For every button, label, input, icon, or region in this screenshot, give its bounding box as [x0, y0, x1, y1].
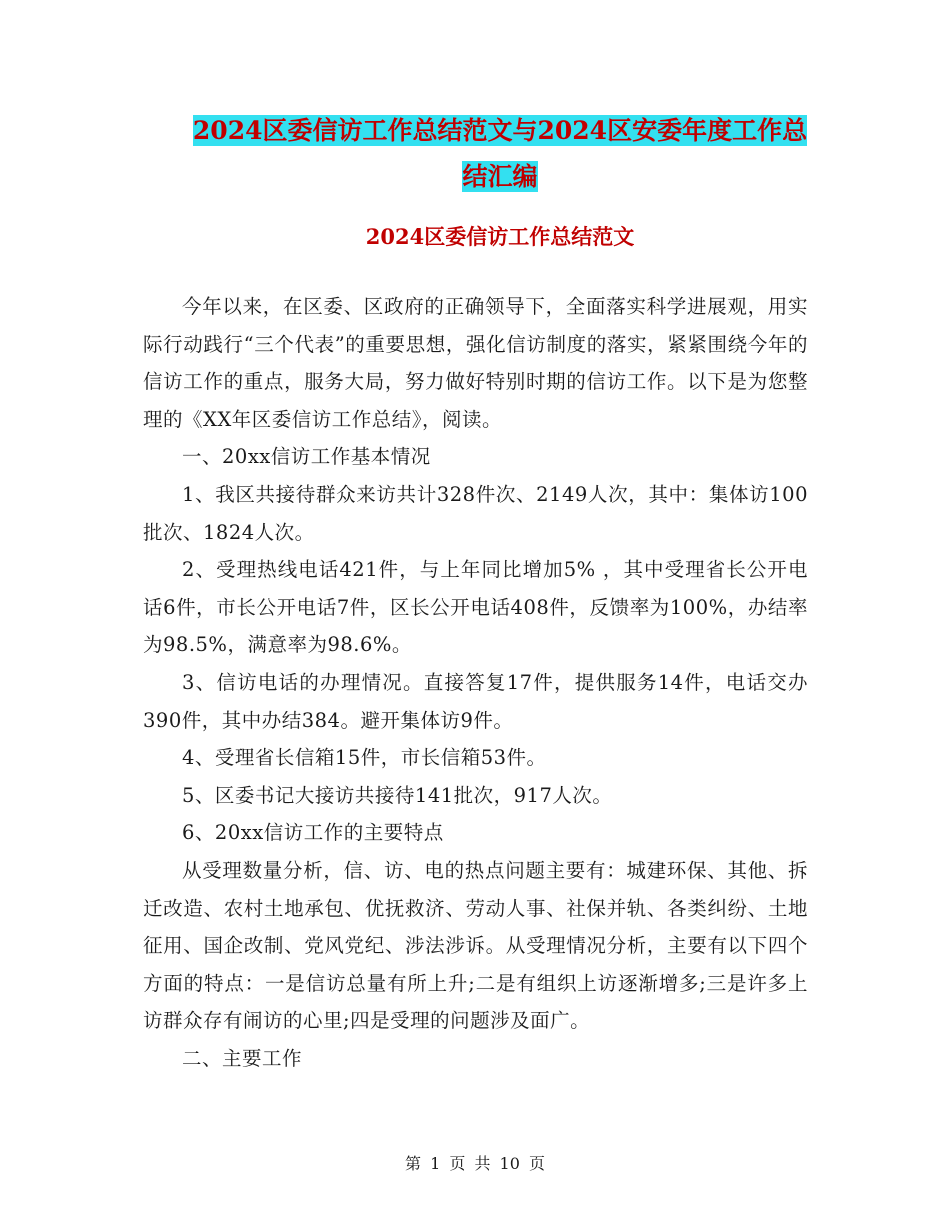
paragraph: 6、20xx信访工作的主要特点: [182, 821, 444, 845]
document-title: [100, 108, 900, 200]
paragraph: 3、信访电话的办理情况。直接答复17件，提供服务14件，电话交办390件，其中办结384。避开集体访9件。: [143, 670, 808, 732]
title-line-2: 结汇编: [462, 162, 538, 191]
paragraph: 5、区委书记大接访共接待141批次，917人次。: [182, 783, 613, 807]
paragraph: 今年以来，在区委、区政府的正确领导下，全面落实科学进展观，用实际行动践行“三个代表”的重要思想，强化信访制度的落实，紧紧围绕今年的信访工作的重点，服务大局，努力做好特别时期的信访工作。以下是为您整理的《XX年区委信访工作总结》，阅读。: [143, 295, 808, 431]
page-footer: 第 1 页 共 10 页: [405, 1154, 545, 1173]
document-body: [143, 288, 808, 1077]
paragraph: 4、受理省长信箱15件，市长信箱53件。: [182, 746, 547, 770]
paragraph: 从受理数量分析，信、访、电的热点问题主要有：城建环保、其他、拆迁改造、农村土地承包、优抚救济、劳动人事、社保并轨、各类纠纷、土地征用、国企改制、党风党纪、涉法涉诉。从受理情况分析，主要有以下四个方面的特点：一是信访总量有所上升;二是有组织上访逐渐增多;三是许多上访群众存有闹访的心里;四是受理的问题涉及面广。: [143, 858, 808, 1033]
paragraph: 2、受理热线电话421件，与上年同比增加5% ，其中受理省长公开电话6件，市长公开电话7件，区长公开电话408件，反馈率为100%，办结率为98.5%，满意率为98.6%。: [143, 558, 808, 657]
paragraph: 二、主要工作: [182, 1046, 303, 1070]
paragraph: 一、20xx信访工作基本情况: [182, 445, 431, 469]
paragraph: 1、我区共接待群众来访共计328件次、2149人次，其中：集体访100批次、1824人次。: [143, 482, 808, 544]
section-title: 2024区委信访工作总结范文: [365, 224, 635, 249]
title-line-1: 2024区委信访工作总结范文与2024区安委年度工作总: [192, 116, 808, 145]
